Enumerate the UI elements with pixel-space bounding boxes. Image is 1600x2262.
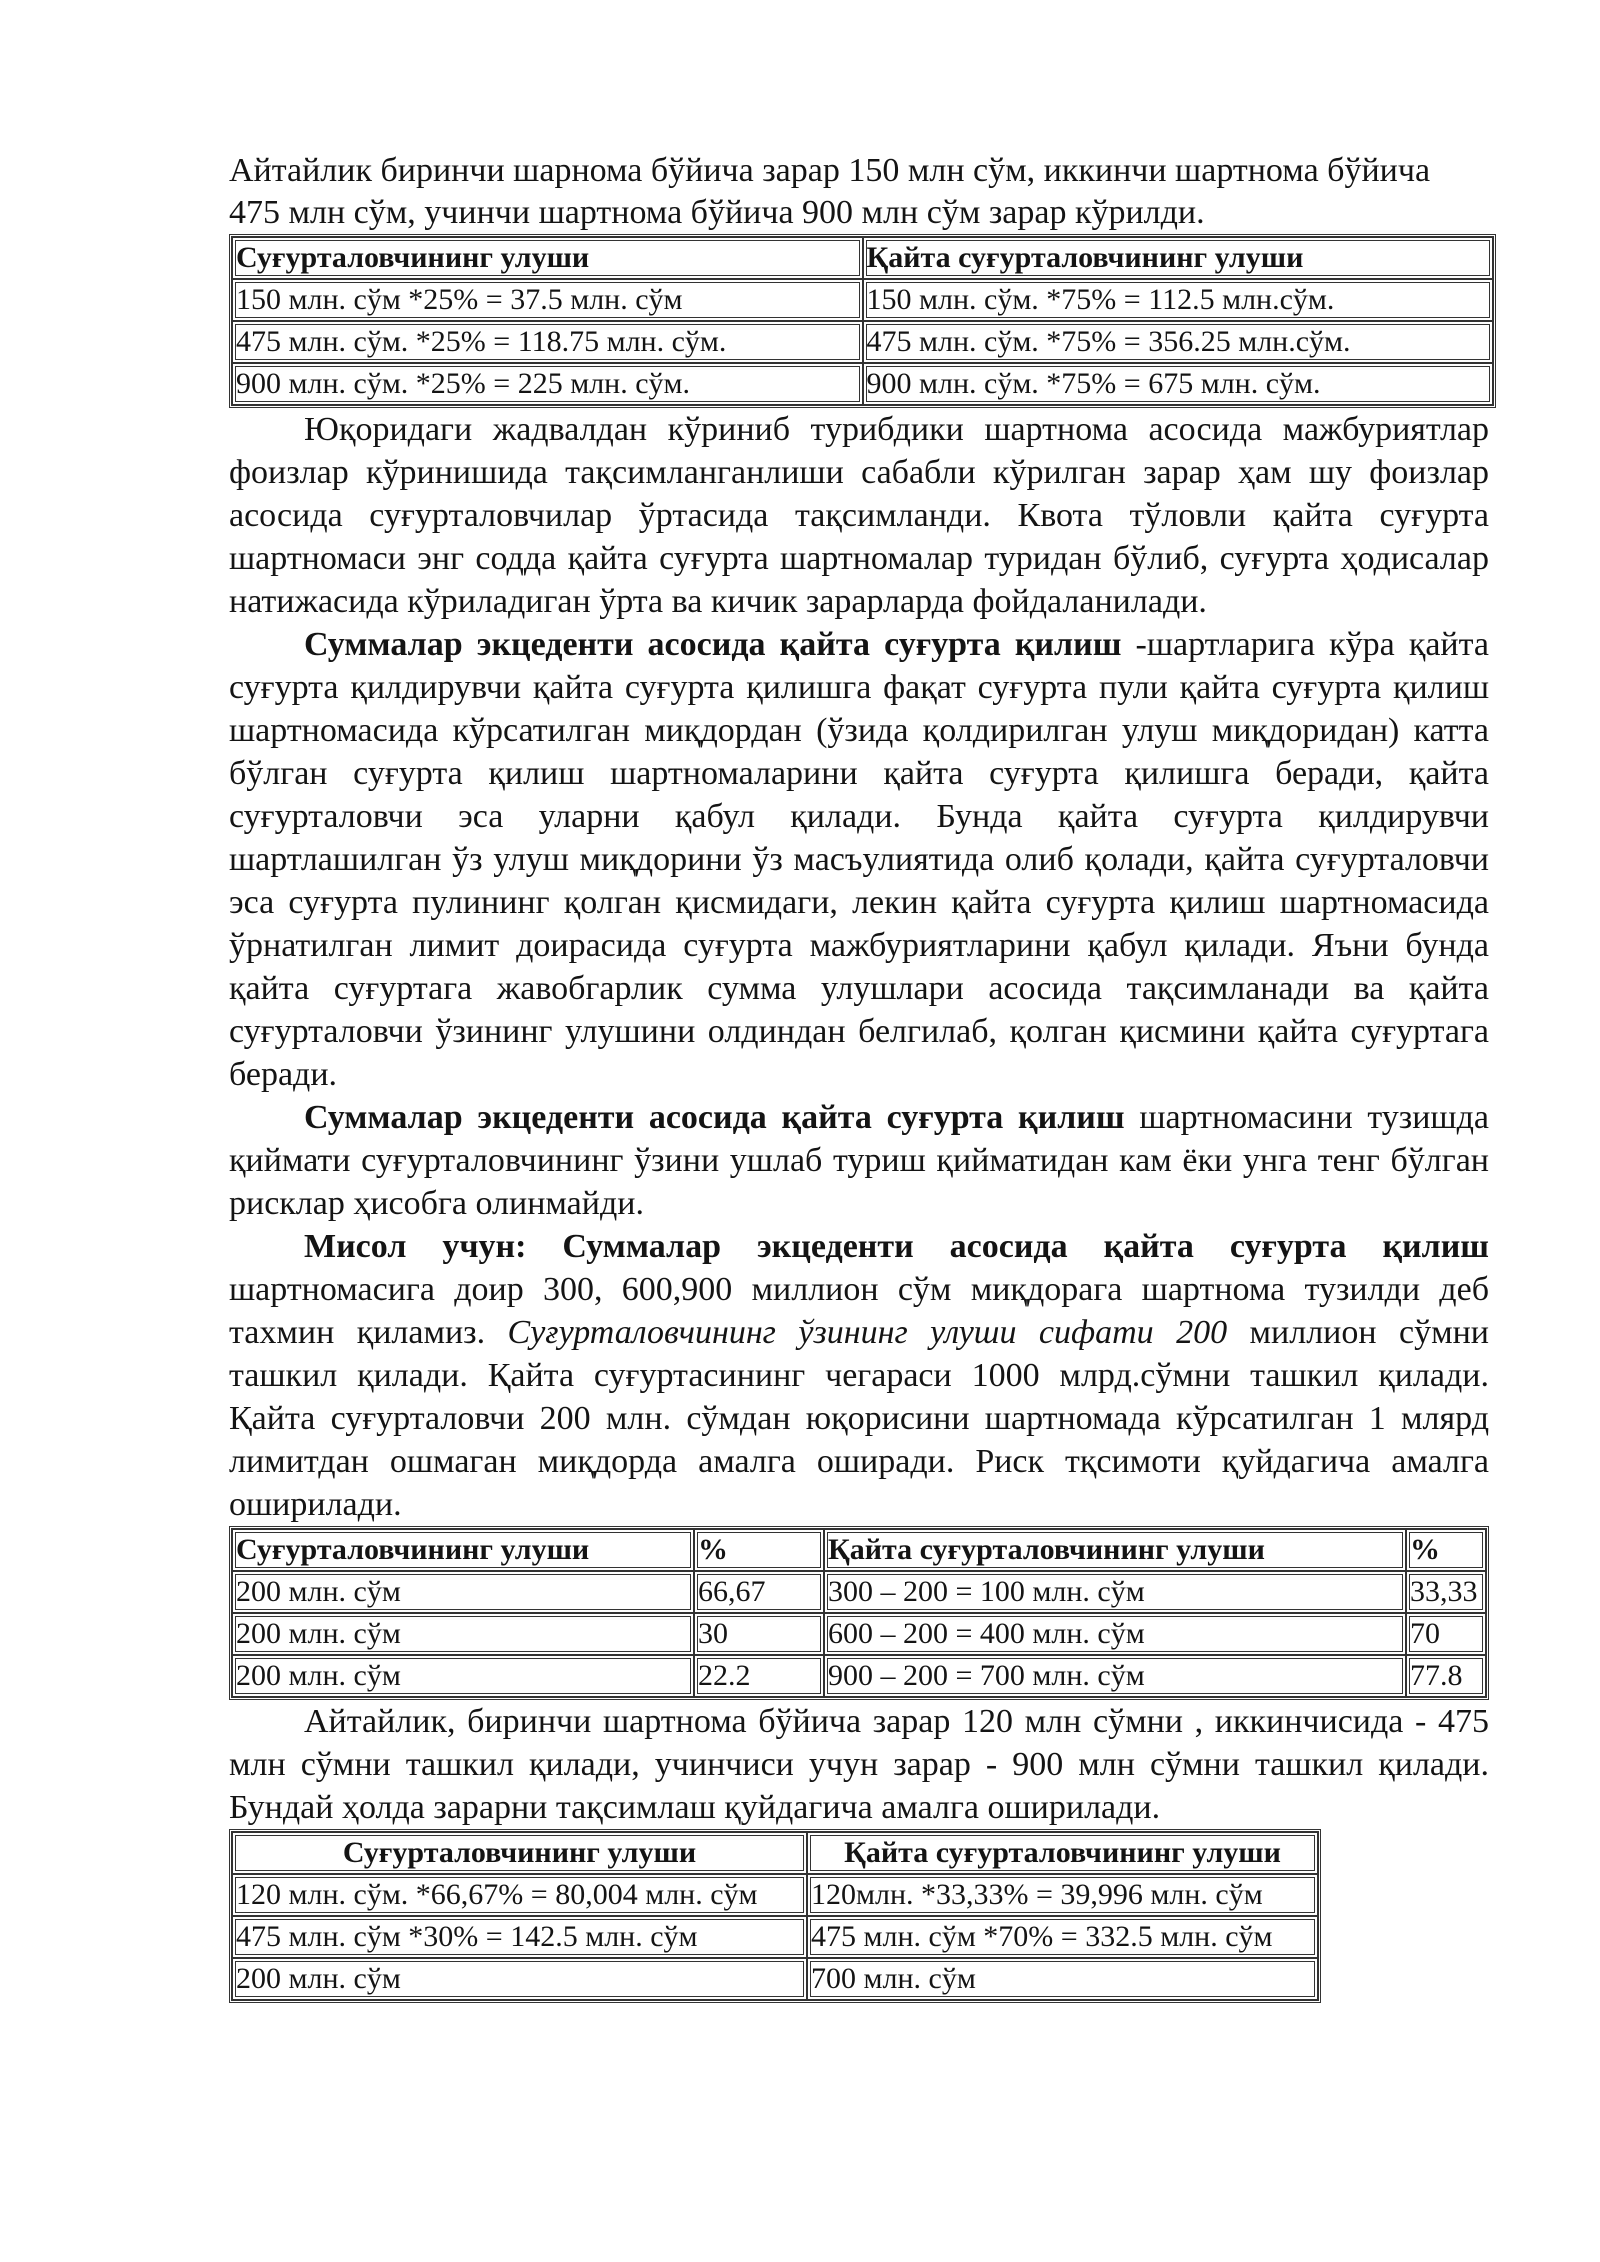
paragraph xyxy=(229,1225,1489,1526)
paragraph-text: миллион сўмни ташкил қилади. Қайта суғуртасининг чегараси 1000 млрд.сўмни ташкил қилади. Қайта суғурталовчи 200 млн. сўмдан юқорисини шартномада кўрсатилган 1 млярд лимитдан ошмаган миқдорда амалга оширади. Риск тқсимоти қуйдагича амалга оширилади. xyxy=(229,1314,1489,1523)
paragraph xyxy=(229,623,1489,1096)
table-cell: 900 млн. сўм. *25% = 225 млн. сўм. xyxy=(232,363,863,405)
table-cell: 475 млн. сўм *70% = 332.5 млн. сўм xyxy=(807,1916,1318,1958)
table-header-cell: % xyxy=(694,1529,824,1571)
table-row xyxy=(232,1958,1318,2000)
intro-line-2: 475 млн сўм, учинчи шартнома бўйича 900 млн сўм зарар кўрилди. xyxy=(229,194,1205,231)
table-header-cell: Суғурталовчининг улуши xyxy=(232,237,863,279)
table-cell: 150 млн. сўм *25% = 37.5 млн. сўм xyxy=(232,279,863,321)
table-row xyxy=(232,1874,1318,1916)
table-row xyxy=(232,1916,1318,1958)
table-cell: 66,67 xyxy=(694,1571,824,1613)
table-cell: 200 млн. сўм xyxy=(232,1958,807,2000)
italic-text: Суғурталовчининг ўзининг улуши сифати 200 xyxy=(507,1314,1228,1351)
table-header-cell: Қайта суғурталовчининг улуши xyxy=(824,1529,1406,1571)
table-cell: 900 – 200 = 700 млн. сўм xyxy=(824,1655,1406,1697)
table-quota-losses xyxy=(229,234,1496,408)
bold-term: Мисол учун: Суммалар экцеденти асосида қайта суғурта қилиш xyxy=(304,1228,1489,1265)
table-cell: 200 млн. сўм xyxy=(232,1655,694,1697)
table-cell: 33,33 xyxy=(1406,1571,1486,1613)
table-cell: 22.2 xyxy=(694,1655,824,1697)
table-header-cell: % xyxy=(1406,1529,1486,1571)
document-page xyxy=(229,150,1489,2003)
table-header-row xyxy=(232,1529,1486,1571)
table-cell: 700 млн. сўм xyxy=(807,1958,1318,2000)
paragraph-text: -шартларига кўра қайта суғурта қилдирувчи қайта суғурта қилишга фақат суғурта пули қайта суғурта қилиш шартномасида кўрсатилган миқдордан (ўзида қолдирилган улуш миқдоридан) катта бўлган суғурта қилиш шартномаларини қайта суғурта қилишга беради, қайта суғурталовчи эса уларни қабул қилади. Бунда қайта суғурта қилдирувчи шартлашилган ўз улуш миқдорини ўз масъулиятида олиб қолади, қайта суғурталовчи эса суғурта пулининг қолган қисмидаги, лекин қайта суғурта қилиш шартномасида ўрнатилган лимит доирасида суғурта мажбуриятларини қабул қилади. Яъни бунда қайта суғуртага жавобгарлик сумма улушлари асосида тақсимланади ва қайта суғурталовчи ўзининг улушини олдиндан белгилаб, қолган қисмини қайта суғуртага беради. xyxy=(229,626,1489,1093)
bold-term: Суммалар экцеденти асосида қайта суғурта қилиш xyxy=(304,626,1122,663)
table-loss-distribution xyxy=(229,1829,1321,2003)
table-cell: 30 xyxy=(694,1613,824,1655)
table-cell: 200 млн. сўм xyxy=(232,1613,694,1655)
table-row xyxy=(232,1613,1486,1655)
bold-term: Суммалар экцеденти асосида қайта суғурта қилиш xyxy=(304,1099,1125,1136)
table-cell: 900 млн. сўм. *75% = 675 млн. сўм. xyxy=(863,363,1494,405)
table-cell: 600 – 200 = 400 млн. сўм xyxy=(824,1613,1406,1655)
table-cell: 475 млн. сўм *30% = 142.5 млн. сўм xyxy=(232,1916,807,1958)
table-cell: 475 млн. сўм. *75% = 356.25 млн.сўм. xyxy=(863,321,1494,363)
table-cell: 200 млн. сўм xyxy=(232,1571,694,1613)
table-row xyxy=(232,1571,1486,1613)
paragraph-text: шартномасини тузишда қиймати суғурталовчининг ўзини ушлаб туриш қийматидан кам ёки унга тенг бўлган рисклар ҳисобга олинмайди. xyxy=(229,1099,1489,1222)
paragraph: Айтайлик, биринчи шартнома бўйича зарар 120 млн сўмни , иккинчисида - 475 млн сўмни ташкил қилади, учинчиси учун зарар - 900 млн сўмни ташкил қилади. Бундай ҳолда зарарни тақсимлаш қуйдагича амалга оширилади. xyxy=(229,1703,1489,1826)
intro-line-1: Айтайлик биринчи шарнома бўйича зарар 150 млн сўм, иккинчи шартнома бўйича xyxy=(229,152,1431,189)
table-row xyxy=(232,1655,1486,1697)
table-header-cell: Суғурталовчининг улуши xyxy=(232,1832,807,1874)
paragraph xyxy=(229,1096,1489,1225)
table-cell: 150 млн. сўм. *75% = 112.5 млн.сўм. xyxy=(863,279,1494,321)
table-row xyxy=(232,363,1493,405)
intro-text xyxy=(229,150,1489,234)
paragraph: Юқоридаги жадвалдан кўриниб турибдики шартнома асосида мажбуриятлар фоизлар кўринишида тақсимланганлиши сабабли кўрилган зарар ҳам шу фоизлар асосида суғурталовчилар ўртасида тақсимланди. Квота тўловли қайта суғурта шартномаси энг содда қайта суғурта шартномалар туридан бўлиб, суғурта ҳодисалар натижасида кўриладиган ўрта ва кичик зарарларда фойдаланилади. xyxy=(229,411,1489,620)
table-cell: 70 xyxy=(1406,1613,1486,1655)
table-header-cell: Қайта суғурталовчининг улуши xyxy=(863,237,1494,279)
table-cell: 120млн. *33,33% = 39,996 млн. сўм xyxy=(807,1874,1318,1916)
table-header-row xyxy=(232,237,1493,279)
table-row xyxy=(232,321,1493,363)
table-cell: 77.8 xyxy=(1406,1655,1486,1697)
paragraph-text: шартномасига доир 300, 600,900 миллион сўм миқдорага шартнома тузилди деб тахмин қиламиз. xyxy=(229,1271,1489,1351)
table-cell: 300 – 200 = 100 млн. сўм xyxy=(824,1571,1406,1613)
table-row xyxy=(232,279,1493,321)
table-cell: 475 млн. сўм. *25% = 118.75 млн. сўм. xyxy=(232,321,863,363)
table-header-row xyxy=(232,1832,1318,1874)
table-excess-shares xyxy=(229,1526,1489,1700)
table-header-cell: Қайта суғурталовчининг улуши xyxy=(807,1832,1318,1874)
table-header-cell: Суғурталовчининг улуши xyxy=(232,1529,694,1571)
table-cell: 120 млн. сўм. *66,67% = 80,004 млн. сўм xyxy=(232,1874,807,1916)
